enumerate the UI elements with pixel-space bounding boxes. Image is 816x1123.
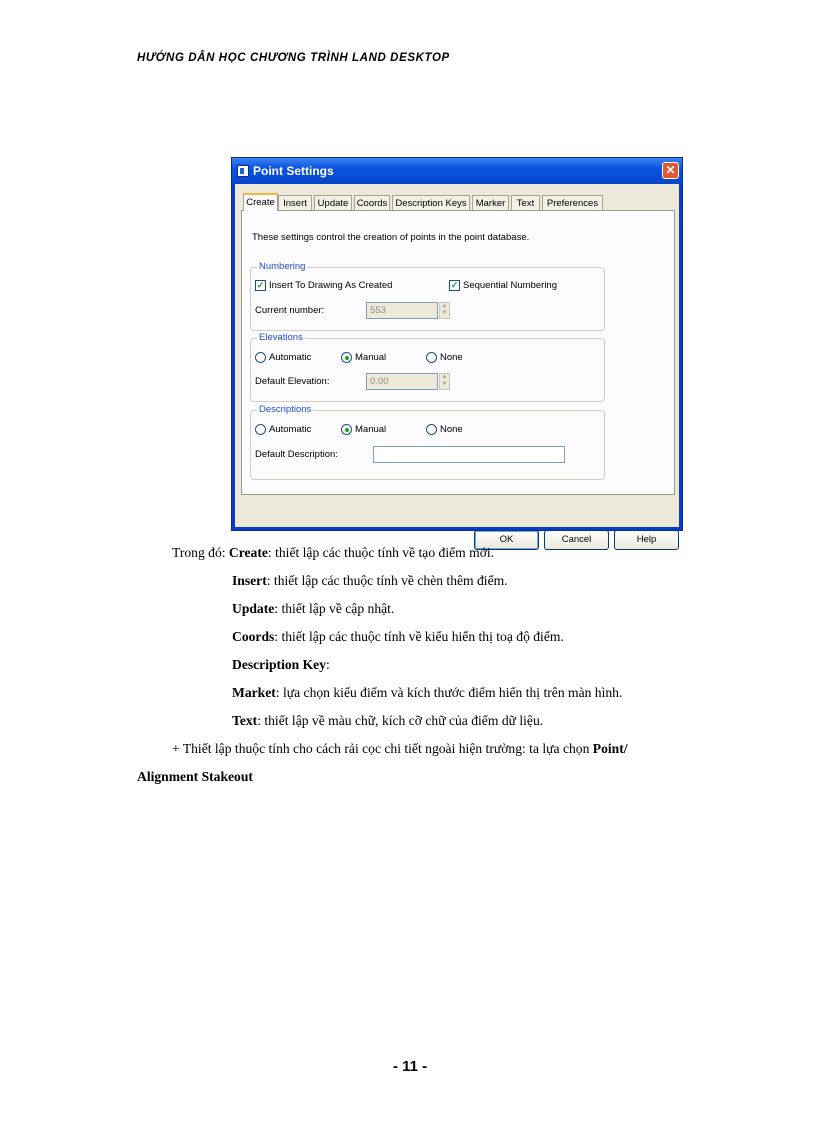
help-button[interactable]: Help — [614, 530, 679, 550]
description-automatic-radio[interactable] — [255, 424, 266, 435]
description-none-radio[interactable] — [426, 424, 437, 435]
body-line-description-key — [232, 657, 330, 673]
term-market: Market — [232, 685, 276, 700]
close-button[interactable]: ✕ — [662, 162, 679, 179]
term-text: Text — [232, 713, 258, 728]
tab-text[interactable]: Text — [511, 195, 540, 210]
desc-text: : thiết lập về màu chữ, kích cỡ chữ của điểm dữ liệu. — [257, 713, 544, 728]
numbering-legend: Numbering — [259, 261, 306, 272]
tab-coords[interactable]: Coords — [354, 195, 390, 210]
term-coords: Coords — [232, 629, 275, 644]
term-insert: Insert — [232, 573, 267, 588]
body-line-stakeout — [172, 741, 628, 757]
tab-description-keys[interactable]: Description Keys — [392, 195, 470, 210]
body-line-text — [232, 713, 543, 729]
description-automatic-label: Automatic — [269, 424, 312, 435]
sequential-numbering-checkbox[interactable]: ✓ — [450, 280, 459, 290]
stakeout-menu: Point/ — [592, 741, 628, 756]
title-bar[interactable] — [232, 158, 682, 184]
tab-create[interactable]: Create — [243, 193, 278, 211]
intro-prefix: Trong đó: — [172, 545, 229, 560]
term-create: Create — [228, 545, 268, 560]
current-number-field[interactable]: 553 — [366, 302, 438, 319]
desc-insert: : thiết lập các thuộc tính về chèn thêm điểm. — [266, 573, 508, 588]
desc-coords: : thiết lập các thuộc tính về kiểu hiển thị toạ độ điểm. — [274, 629, 564, 644]
descriptions-group — [250, 404, 605, 480]
elevation-automatic-label: Automatic — [269, 352, 312, 363]
ok-button[interactable]: OK — [474, 530, 539, 550]
term-description-key: Description Key — [232, 657, 327, 672]
app-icon — [237, 165, 249, 177]
default-description-field[interactable] — [373, 446, 565, 463]
dialog-client — [235, 184, 679, 545]
tab-preferences[interactable]: Preferences — [542, 195, 603, 210]
desc-update: : thiết lập về cập nhật. — [274, 601, 395, 616]
description-none-label: None — [440, 424, 463, 435]
body-line-insert — [232, 573, 508, 589]
desc-create: : thiết lập các thuộc tính về tạo điểm mới. — [267, 545, 495, 560]
page-number: - 11 - — [393, 1058, 428, 1075]
body-line-create — [172, 545, 494, 561]
tab-insert[interactable]: Insert — [278, 195, 312, 210]
default-description-label: Default Description: — [255, 449, 338, 460]
default-elevation-field[interactable]: 0.00 — [366, 373, 438, 390]
body-line-market — [232, 685, 622, 701]
elevation-manual-radio[interactable] — [341, 352, 352, 363]
elevations-group — [250, 332, 605, 402]
description-manual-radio[interactable] — [341, 424, 352, 435]
descriptions-legend: Descriptions — [259, 404, 312, 415]
current-number-label: Current number: — [255, 305, 325, 316]
current-number-spinner[interactable]: ▲ ▼ — [439, 302, 450, 319]
alignment-stakeout: Alignment Stakeout — [137, 769, 253, 784]
body-line-coords — [232, 629, 564, 645]
sequential-numbering-label: Sequential Numbering — [463, 280, 558, 291]
point-settings-dialog — [231, 157, 683, 545]
insert-to-drawing-label: Insert To Drawing As Created — [269, 280, 393, 291]
elevations-legend: Elevations — [259, 332, 303, 343]
numbering-group — [250, 261, 605, 331]
body-line-alignment — [137, 769, 253, 785]
description-manual-label: Manual — [355, 424, 387, 435]
insert-to-drawing-checkbox[interactable]: ✓ — [256, 280, 265, 290]
desc-description-key: : — [326, 657, 330, 672]
intro-text: These settings control the creation of points in the point database. — [252, 232, 530, 243]
stakeout-text: + Thiết lập thuộc tính cho cách rải cọc chi tiết ngoài hiện trường: ta lựa chọn — [172, 741, 593, 756]
page-header: HƯỚNG DẪN HỌC CHƯƠNG TRÌNH LAND DESKTOP — [137, 52, 450, 64]
create-tab-panel — [241, 210, 675, 495]
elevation-none-label: None — [440, 352, 463, 363]
term-update: Update — [232, 601, 275, 616]
tab-marker[interactable]: Marker — [472, 195, 509, 210]
body-line-update — [232, 601, 394, 617]
elevation-manual-label: Manual — [355, 352, 387, 363]
elevation-automatic-radio[interactable] — [255, 352, 266, 363]
elevation-none-radio[interactable] — [426, 352, 437, 363]
default-elevation-spinner[interactable]: ▲ ▼ — [439, 373, 450, 390]
cancel-button[interactable]: Cancel — [544, 530, 609, 550]
desc-market: : lựa chọn kiểu điểm và kích thước điểm hiển thị trên màn hình. — [275, 685, 623, 700]
default-elevation-label: Default Elevation: — [255, 376, 330, 387]
dialog-title: Point Settings — [253, 164, 334, 178]
tab-update[interactable]: Update — [314, 195, 352, 210]
